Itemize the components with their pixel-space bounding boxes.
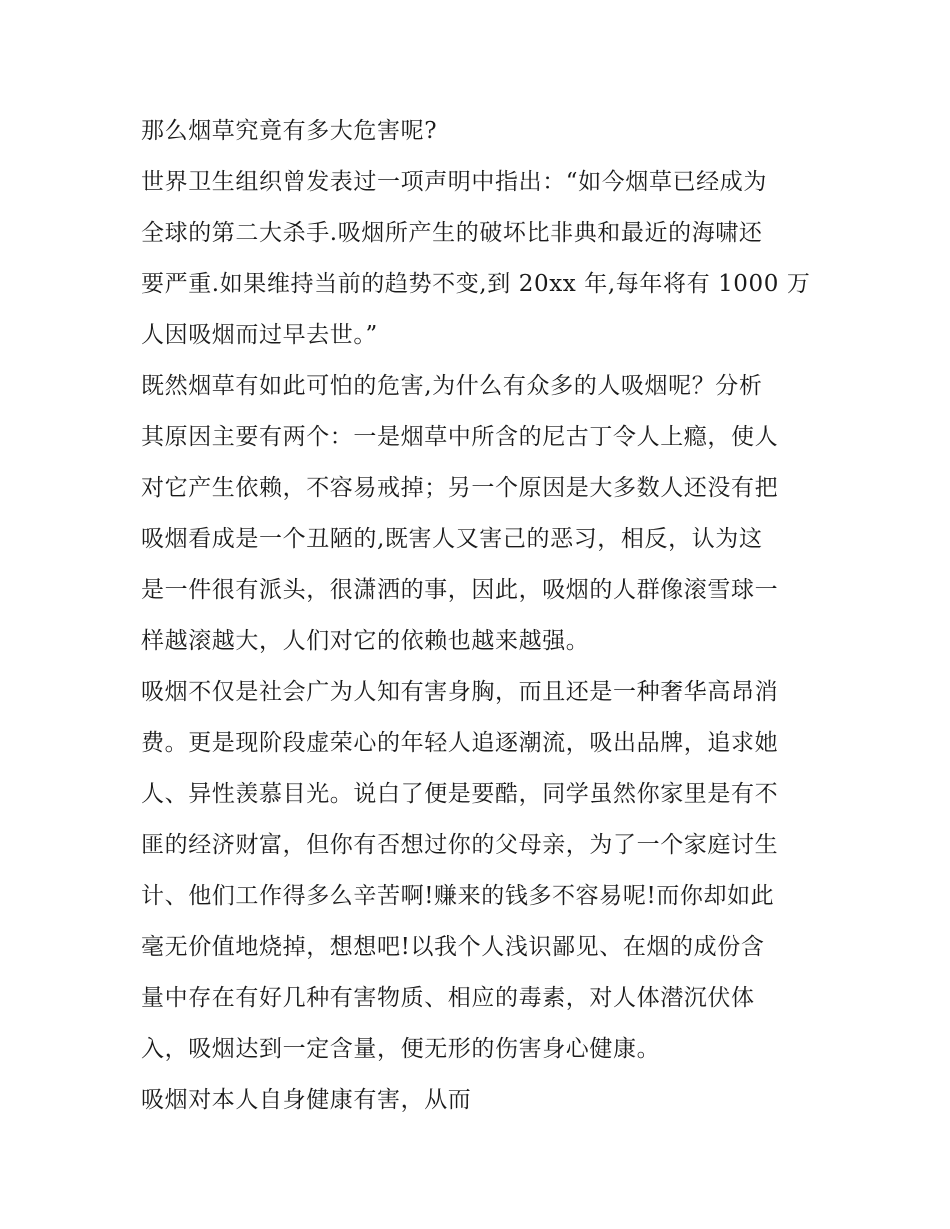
text-line: 样越滚越大，人们对它的依赖也越来越强。 (141, 628, 590, 654)
text-line: 是一件很有派头，很潇洒的事，因此，吸烟的人群像滚雪球一 (141, 577, 779, 603)
text-line: 对它产生依赖，不容易戒掉；另一个原因是大多数人还没有把 (141, 475, 779, 501)
text-line: 匪的经济财富，但你有否想过你的父母亲，为了一个家庭讨生 (141, 832, 779, 858)
text-line: 世界卫生组织曾发表过一项声明中指出：“如今烟草已经成为 (141, 169, 767, 195)
text-line: 人、异性羡慕目光。说白了便是要酷，同学虽然你家里是有不 (141, 781, 779, 807)
text-line: 毫无价值地烧掉，想想吧!以我个人浅识鄙见、在烟的成份含 (141, 934, 765, 960)
text-line: 费。更是现阶段虚荣心的年轻人追逐潮流，吸出品牌，追求她 (141, 730, 779, 756)
text-line: 计、他们工作得多么辛苦啊!赚来的钱多不容易呢!而你却如此 (141, 883, 775, 909)
text-line: 要严重.如果维持当前的趋势不变,到 20xx 年,每年将有 1000 万 (141, 271, 811, 297)
text-line: 既然烟草有如此可怕的危害,为什么有众多的人吸烟呢？分析 (141, 373, 763, 399)
text-line: 量中存在有好几种有害物质、相应的毒素，对人体潜沉伏体 (141, 985, 755, 1011)
text-line: 吸烟不仅是社会广为人知有害身胸，而且还是一种奢华高昂消 (141, 679, 779, 705)
text-line: 人因吸烟而过早去世。” (141, 322, 378, 348)
document-body (141, 106, 813, 1126)
text-line: 吸烟对本人自身健康有害，从而 (141, 1087, 472, 1113)
text-line: 其原因主要有两个：一是烟草中所含的尼古丁令人上瘾，使人 (141, 424, 779, 450)
text-line: 全球的第二大杀手.吸烟所产生的破坏比非典和最近的海啸还 (141, 220, 763, 246)
text-line: 入，吸烟达到一定含量，便无形的伤害身心健康。 (141, 1036, 661, 1062)
text-line: 那么烟草究竟有多大危害呢? (141, 118, 438, 144)
text-line: 吸烟看成是一个丑陋的,既害人又害己的恶习，相反，认为这 (141, 526, 763, 552)
